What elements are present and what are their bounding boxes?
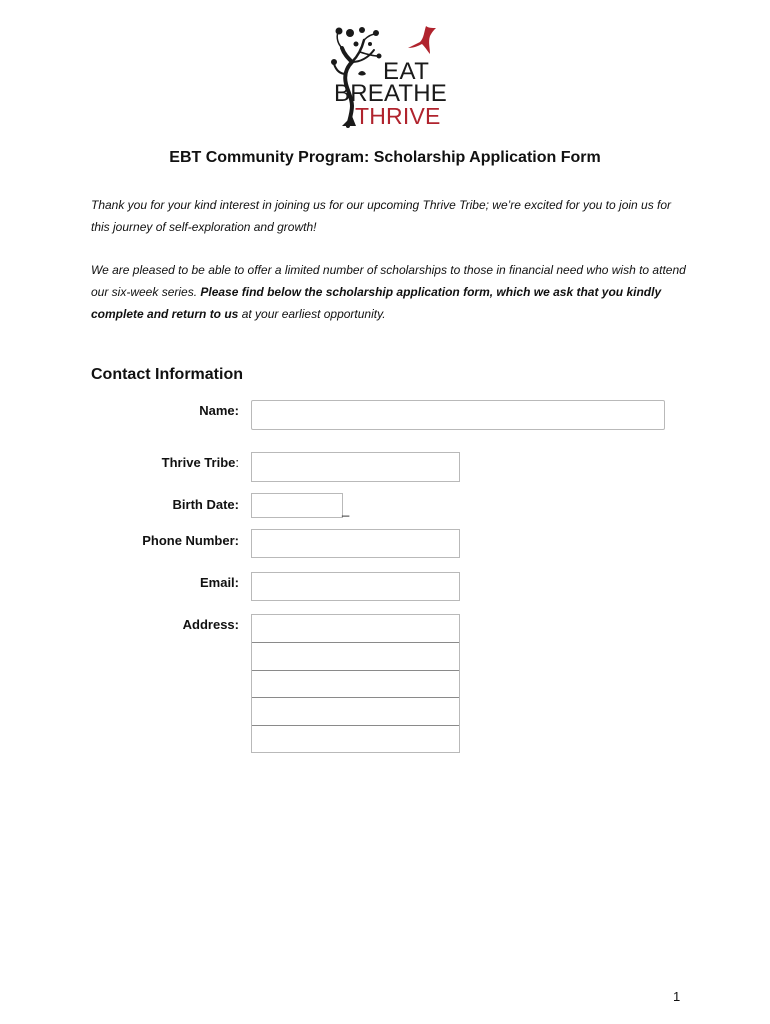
thrive-tribe-label-text: Thrive Tribe: [161, 455, 236, 470]
intro-paragraph-1: Thank you for your kind interest in joining us for our upcoming Thrive Tribe; we’re excited for you to join us for this journey of self-exploration and growth!: [91, 198, 672, 234]
thrive-tribe-label-colon: :: [235, 455, 239, 470]
intro-paragraph-2: [91, 259, 691, 325]
email-field[interactable]: [251, 572, 460, 601]
address-line-4[interactable]: [252, 697, 459, 725]
form-title: EBT Community Program: Scholarship Application Form: [169, 149, 601, 166]
name-field[interactable]: [251, 400, 665, 430]
name-label: Name:: [199, 403, 239, 418]
email-label: Email:: [199, 575, 239, 590]
birth-date-field[interactable]: [251, 493, 343, 518]
address-label: Address:: [182, 617, 239, 632]
intro-paragraph-2-text: We are pleased to be able to offer a limited number of scholarships to those in financial need who wish to attend our six-week series.: [91, 263, 686, 299]
ebt-logo: [330, 22, 447, 134]
birth-date-label: Birth Date:: [172, 497, 239, 512]
logo-text-breathe: BREATHE: [334, 80, 447, 107]
logo-text-thrive: THRIVE: [355, 103, 441, 129]
phone-number-label: Phone Number:: [142, 533, 239, 548]
logo-text-eat: EAT: [383, 58, 430, 85]
birth-date-underscore: _: [342, 502, 350, 517]
address-line-2[interactable]: [252, 642, 459, 670]
address-line-3[interactable]: [252, 670, 459, 698]
contact-information-heading: Contact Information: [91, 366, 243, 383]
thrive-tribe-label: [162, 455, 239, 470]
intro-paragraph-2-bold: Please find below the scholarship application form, which we ask that you kindly complete and return to us: [91, 285, 662, 321]
address-field: [251, 614, 460, 753]
intro-paragraph-2-tail: at your earliest opportunity.: [238, 307, 386, 321]
thrive-tribe-field[interactable]: [251, 452, 460, 482]
phone-number-field[interactable]: [251, 529, 460, 558]
page-number: 1: [673, 989, 681, 1004]
address-line-5[interactable]: [252, 725, 459, 753]
address-line-1[interactable]: [252, 615, 459, 642]
